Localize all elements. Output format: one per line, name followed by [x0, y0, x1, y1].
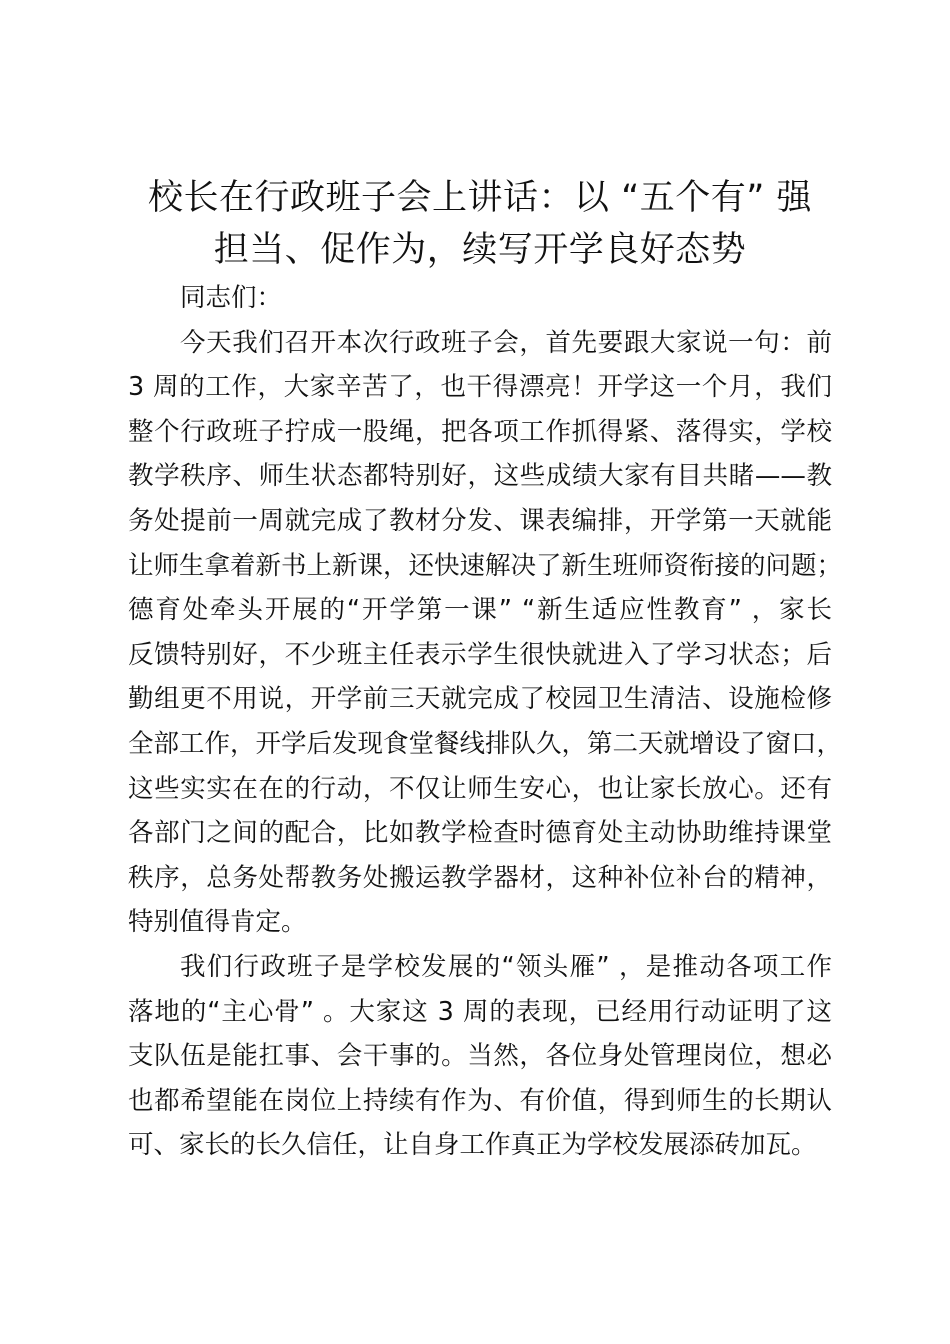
paragraph-line: 这些实实在在的行动，不仅让师生安心，也让家长放心。还有: [128, 773, 832, 804]
paragraph-1: [128, 321, 843, 945]
paragraph-line: 3 周的工作，大家辛苦了，也干得漂亮！开学这一个月，我们: [128, 372, 832, 403]
paragraph-line: 让师生拿着新书上新课，还快速解决了新生班师资衔接的问题；: [128, 550, 843, 581]
paragraph-2: [128, 945, 832, 1168]
document-title: [128, 172, 832, 276]
paragraph-line: 全部工作，开学后发现食堂餐线排队久，第二天就增设了窗口，: [128, 728, 843, 759]
salutation: 同志们：: [180, 283, 283, 313]
paragraph-line: 可、家长的长久信任，让自身工作真正为学校发展添砖加瓦。: [128, 1130, 817, 1161]
paragraph-line: 秩序，总务处帮教务处搬运教学器材，这种补位补台的精神，: [128, 862, 832, 893]
paragraph-line: 今天我们召开本次行政班子会，首先要跟大家说一句：前: [180, 327, 832, 358]
document-body: [128, 276, 843, 1168]
title-line: 担当、促作为，续写开学良好态势: [213, 230, 747, 270]
paragraph-line: 特别值得肯定。: [128, 907, 307, 938]
paragraph-line: 德育处牵头开展的“开学第一课” “新生适应性教育” ，家长: [128, 595, 832, 626]
paragraph-line: 也都希望能在岗位上持续有作为、有价值，得到师生的长期认: [128, 1085, 832, 1116]
title-line: 校长在行政班子会上讲话：以 “五个有” 强: [147, 178, 813, 218]
paragraph-line: 务处提前一周就完成了教材分发、课表编排，开学第一天就能: [128, 505, 832, 536]
paragraph-line: 整个行政班子拧成一股绳，把各项工作抓得紧、落得实，学校: [128, 416, 832, 447]
paragraph-line: 落地的“主心骨” 。大家这 3 周的表现，已经用行动证明了这: [128, 996, 832, 1027]
paragraph-line: 各部门之间的配合，比如教学检查时德育处主动协助维持课堂: [128, 818, 832, 849]
paragraph-line: 教学秩序、师生状态都特别好，这些成绩大家有目共睹——教: [128, 461, 832, 492]
paragraph-line: 反馈特别好，不少班主任表示学生很快就进入了学习状态；后: [128, 639, 832, 670]
paragraph-line: 我们行政班子是学校发展的“领头雁” ，是推动各项工作: [180, 951, 832, 982]
paragraph-line: 勤组更不用说，开学前三天就完成了校园卫生清洁、设施检修: [128, 684, 832, 715]
paragraph-line: 支队伍是能扛事、会干事的。当然，各位身处管理岗位，想必: [128, 1041, 832, 1072]
